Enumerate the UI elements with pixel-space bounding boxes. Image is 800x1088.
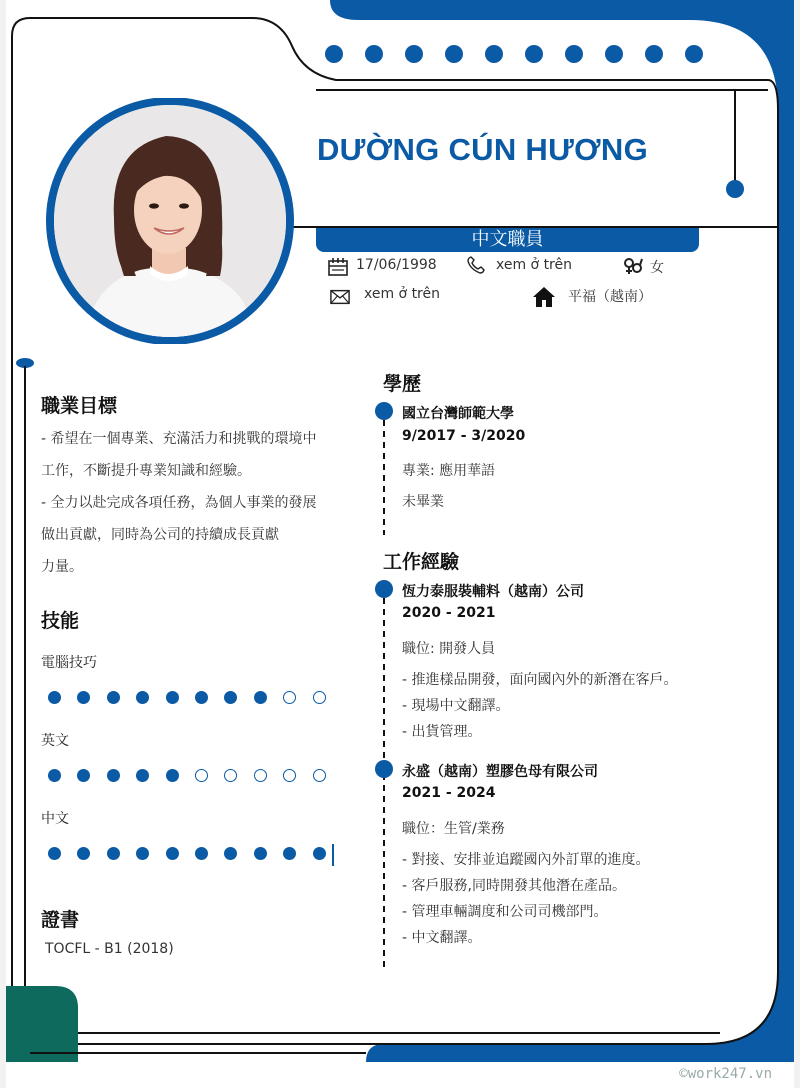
skill-dot-filled — [283, 847, 296, 860]
skill-dot-filled — [77, 691, 90, 704]
watermark: ©work247.vn — [679, 1066, 772, 1082]
objective-line: - 全力以赴完成各項任務，為個人事業的發展 — [41, 495, 317, 511]
job-title-banner: 中文職員 — [316, 228, 699, 252]
skill-label: 中文 — [41, 811, 69, 827]
phone-text: xem ở trên — [496, 257, 572, 273]
objective-title: 職業目標 — [41, 395, 118, 417]
objective-line: 做出貢獻，同時為公司的持續成長貢獻 — [41, 527, 279, 543]
email-text: xem ở trên — [364, 286, 440, 302]
job-duty: - 出貨管理。 — [402, 724, 482, 740]
education-status: 未畢業 — [402, 494, 444, 510]
job-duty: - 現場中文翻譯。 — [402, 698, 510, 714]
candidate-name: DƯỜNG CÚN HƯƠNG — [317, 132, 648, 167]
school-name: 國立台灣師範大學 — [402, 406, 514, 422]
skill-dot-filled — [136, 769, 149, 782]
skill-dot-empty — [224, 769, 237, 782]
email-icon — [330, 287, 350, 307]
job-position: 職位: 開發人員 — [402, 641, 496, 657]
skill-dot-filled — [254, 691, 267, 704]
address-text: 平福（越南） — [568, 289, 652, 305]
skill-dot-filled — [195, 847, 208, 860]
objective-line: - 希望在一個專業、充滿活力和挑戰的環境中 — [41, 431, 317, 447]
skill-dot-filled — [48, 769, 61, 782]
objective-line: 力量。 — [41, 559, 83, 575]
skill-label: 英文 — [41, 733, 69, 749]
skill-dot-filled — [313, 847, 326, 860]
skill-rating — [48, 769, 342, 782]
skills-title: 技能 — [41, 610, 80, 632]
job-duty: - 對接、安排並追蹤國內外訂單的進度。 — [402, 852, 650, 868]
skill-dot-filled — [195, 691, 208, 704]
job-duty: - 推進樣品開發，面向國內外的新潛在客戶。 — [402, 672, 678, 688]
skill-dot-filled — [166, 769, 179, 782]
education-major: 專業: 應用華語 — [402, 463, 496, 479]
education-title: 學歷 — [383, 373, 422, 395]
skill-dot-filled — [136, 691, 149, 704]
phone-icon — [466, 255, 486, 275]
skill-dot-filled — [136, 847, 149, 860]
certificates-title: 證書 — [41, 909, 80, 931]
company-name: 恆力泰服裝輔料（越南）公司 — [402, 584, 584, 600]
company-name: 永盛（越南）塑膠色母有限公司 — [402, 764, 598, 780]
skill-dot-empty — [313, 691, 326, 704]
skill-rating — [48, 691, 342, 704]
skill-dot-filled — [48, 847, 61, 860]
objective-line: 工作，不斷提升專業知識和經驗。 — [41, 463, 251, 479]
education-period: 9/2017 - 3/2020 — [402, 428, 526, 444]
job-duty: - 管理車輛調度和公司司機部門。 — [402, 904, 608, 920]
skill-rating — [48, 847, 342, 860]
job-position: 職位：生管/業務 — [402, 821, 505, 837]
experience-title: 工作經驗 — [383, 551, 460, 573]
home-icon — [532, 286, 556, 308]
certificate-item: TOCFL - B1 (2018) — [45, 941, 174, 957]
skill-dot-empty — [283, 691, 296, 704]
skill-dot-filled — [77, 847, 90, 860]
skill-dot-filled — [166, 847, 179, 860]
birthday-text: 17/06/1998 — [356, 257, 437, 273]
skill-dot-filled — [224, 691, 237, 704]
skill-dot-empty — [313, 769, 326, 782]
job-duty: - 中文翻譯。 — [402, 930, 482, 946]
gender-text: 女 — [650, 260, 664, 276]
skill-dot-filled — [107, 847, 120, 860]
skill-dot-filled — [166, 691, 179, 704]
skill-dot-filled — [254, 847, 267, 860]
job-duty: - 客戶服務,同時開發其他潛在產品。 — [402, 878, 626, 894]
skill-dot-filled — [224, 847, 237, 860]
skill-dot-filled — [107, 769, 120, 782]
skill-dot-filled — [48, 691, 61, 704]
job-period: 2021 - 2024 — [402, 785, 496, 801]
calendar-icon — [328, 256, 348, 276]
gender-icon — [623, 256, 643, 276]
job-period: 2020 - 2021 — [402, 605, 496, 621]
skill-dot-filled — [77, 769, 90, 782]
skill-dot-empty — [195, 769, 208, 782]
avatar — [44, 98, 296, 344]
skill-dot-empty — [254, 769, 267, 782]
skill-dot-empty — [283, 769, 296, 782]
skill-label: 電腦技巧 — [41, 655, 97, 671]
skill-dot-filled — [107, 691, 120, 704]
